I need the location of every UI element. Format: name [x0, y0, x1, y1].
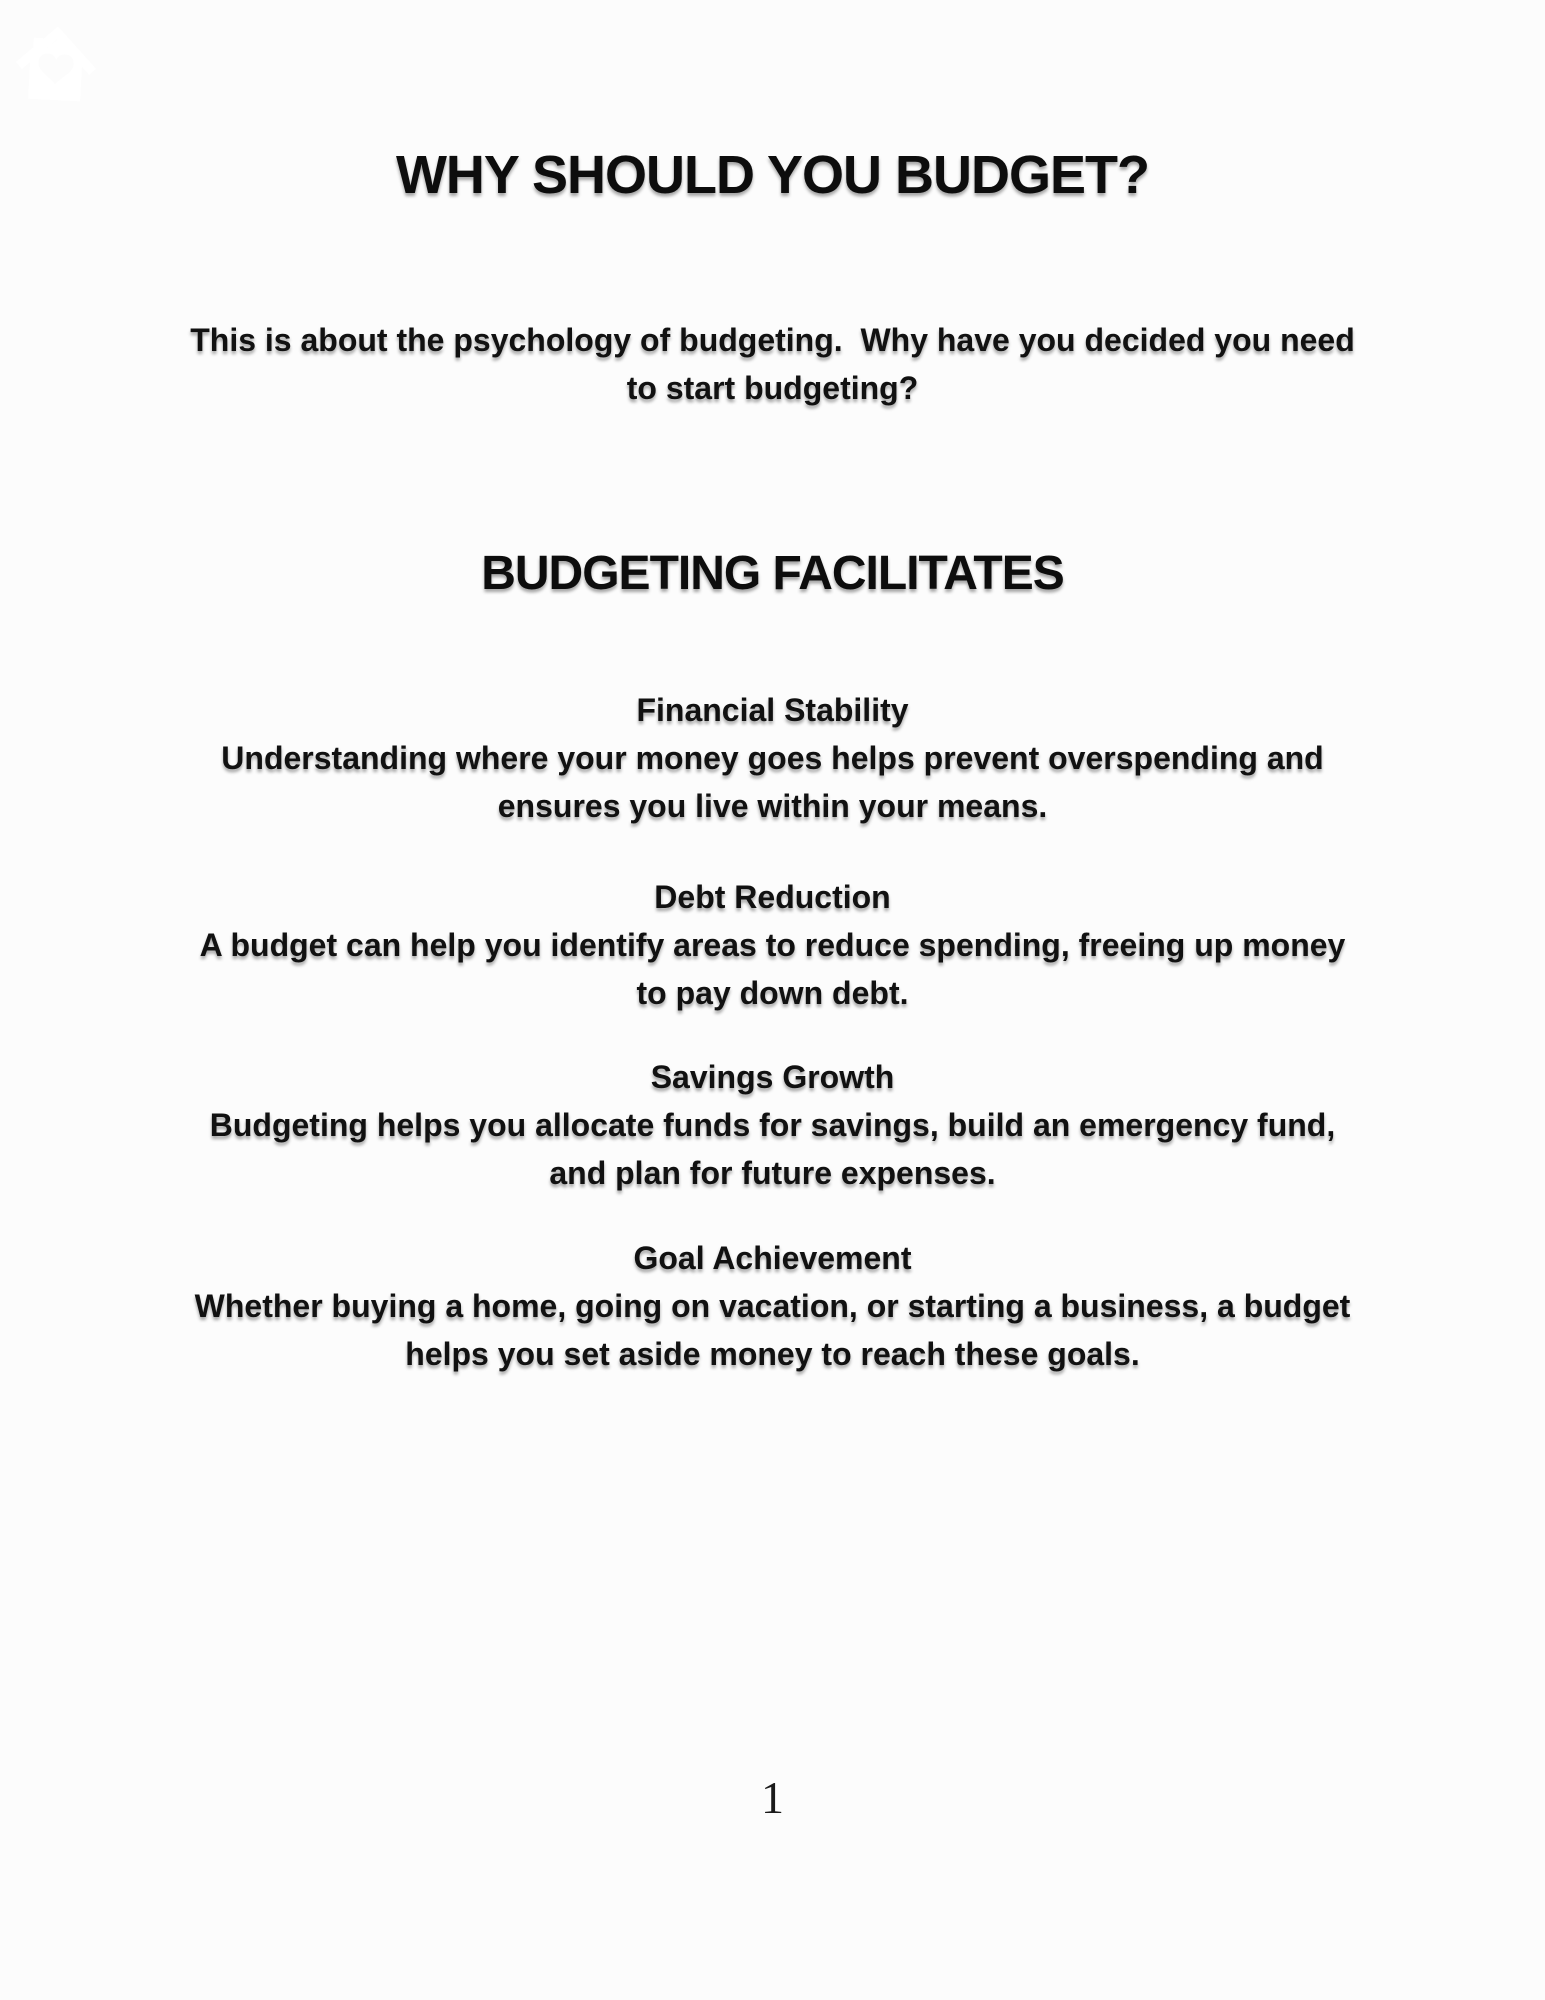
section-line: A budget can help you identify areas to reduce spending, freeing up money — [199, 927, 1346, 963]
section-title: Financial Stability — [636, 692, 909, 728]
section-title: Goal Achievement — [633, 1240, 912, 1276]
intro-line: This is about the psychology of budgeting. Why have you decided you need — [190, 322, 1355, 358]
section-line: Budgeting helps you allocate funds for savings, build an emergency fund, — [209, 1107, 1336, 1143]
section-line: to pay down debt. — [636, 975, 909, 1011]
section-line: helps you set aside money to reach these goals. — [405, 1336, 1140, 1372]
section-goal-achievement — [150, 1234, 1395, 1378]
page-title: WHY SHOULD YOU BUDGET? — [395, 145, 1150, 205]
section-line: Understanding where your money goes helps prevent overspending and — [221, 740, 1324, 776]
section-line: Whether buying a home, going on vacation, or starting a business, a budget — [194, 1288, 1351, 1324]
intro-line: to start budgeting? — [626, 370, 919, 406]
house-heart-icon — [12, 20, 100, 108]
subheading: BUDGETING FACILITATES — [481, 547, 1064, 600]
section-title: Debt Reduction — [654, 879, 891, 915]
section-financial-stability — [150, 686, 1395, 830]
section-savings-growth — [150, 1053, 1395, 1197]
page-number: 1 — [761, 1772, 784, 1823]
section-line: and plan for future expenses. — [549, 1155, 996, 1191]
section-debt-reduction — [150, 873, 1395, 1017]
section-title: Savings Growth — [650, 1059, 895, 1095]
section-line: ensures you live within your means. — [497, 788, 1048, 824]
intro-paragraph — [150, 316, 1395, 412]
